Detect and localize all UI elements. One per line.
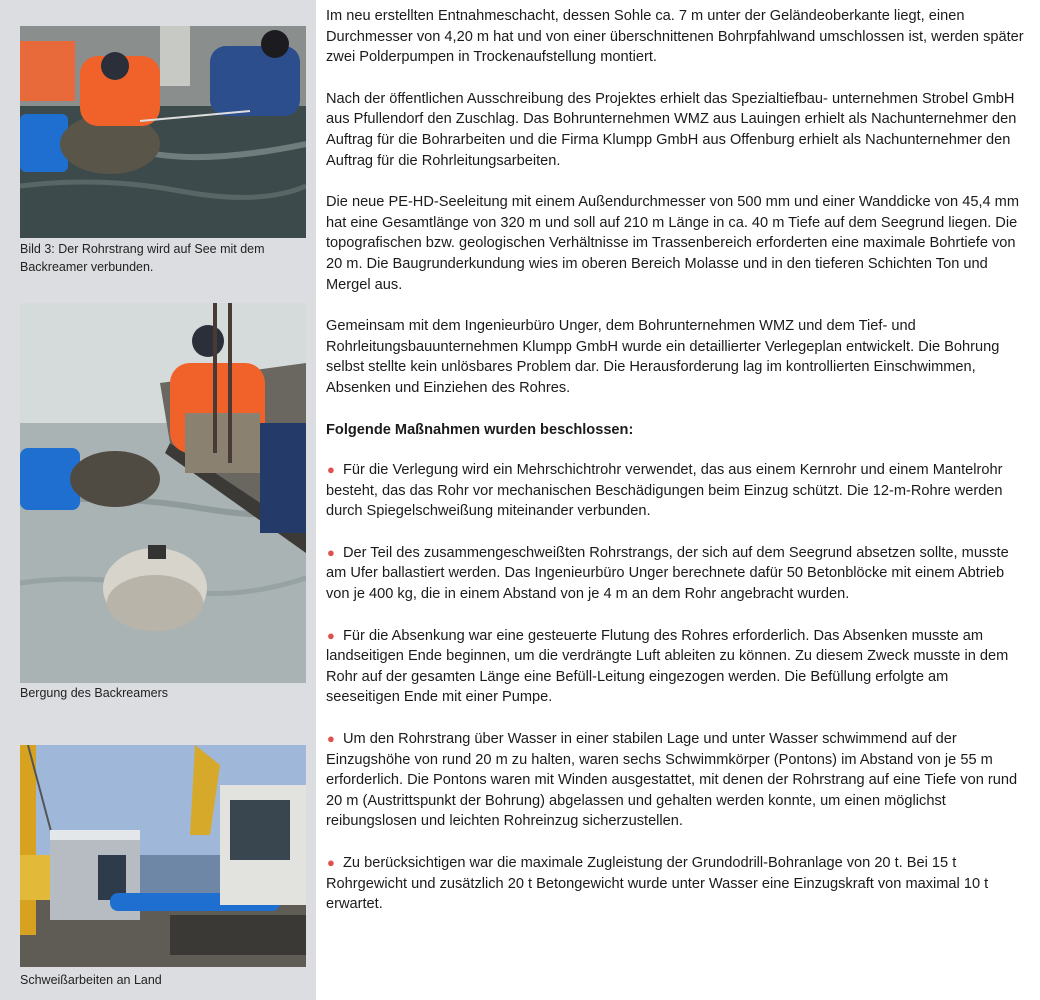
list-item [326,626,1026,708]
article-body [326,6,1026,936]
caption-photo-1: Bild 3: Der Rohrstrang wird auf See mit dem Backreamer verbunden. [20,242,265,274]
paragraph-verlegeplan: Gemeinsam mit dem Ingenieurbüro Unger, dem Bohrunternehmen WMZ und dem Tief- und Rohrleitungsbauunternehmen Klumpp GmbH wurde ein detaillierter Verlegeplan entwickelt. Die Bohrung selbst stellte kein unlösbares Problem dar. Die Herausforderung lag im kontrollierten Einschwimmen, Absenken und Einziehen des Rohres. [326,318,1000,396]
photo-backreamer-recovery [20,303,306,683]
list-item-text: Der Teil des zusammengeschweißten Rohrstrangs, der sich auf dem Seegrund absetzen sollte, musste am Ufer ballastiert werden. Das Ingenieurbüro Unger berechnete dafür 50 Betonblöcke mit einem Abtrieb von je 400 kg, die in einem Abstand von je 4 m an dem Rohr angebracht wurden. [326,544,1009,603]
list-item [326,853,1026,915]
list-item-text: Für die Verlegung wird ein Mehrschichtrohr verwendet, das aus einem Kernrohr und einem Mantelrohr besteht, das das Rohr vor mechanischen Beschädigungen beim Einzug schützt. Die 12-m-Rohre werden durch Spiegelschweißung miteinander verbunden. [326,462,1003,520]
caption-photo-3: Schweißarbeiten an Land [20,973,162,987]
list-item-text: Zu berücksichtigen war die maximale Zugleistung der Grundodrill-Bohranlage von 20 t. Bei 15 t Rohrgewicht und zusätzlich 20 t Betongewicht wurde unter Wasser eine Einzugskraft von maximal 10 t erwartet. [326,855,989,913]
bullet-icon: ● [327,855,335,870]
bullet-icon: ● [327,462,335,478]
list-item [326,460,1026,522]
bullet-icon: ● [327,627,335,643]
caption-photo-2: Bergung des Backreamers [20,686,168,700]
list-item-text: Für die Absenkung war eine gesteuerte Flutung des Rohres erforderlich. Das Absenken musste am landseitigen Ende beginnen, um die verdrängte Luft ableiten zu können. Zu diesem Zweck musste in dem Rohr auf der gesamten Länge eine Befüll-Leitung eingezogen werden. Die Befüllung erfolgte am seeseitigen Ende mit einer Pumpe. [326,627,1009,706]
list-item [326,729,1026,832]
section-heading: Folgende Maßnahmen wurden beschlossen: [326,421,634,438]
bullet-icon: ● [327,544,335,560]
bullet-icon: ● [327,731,335,747]
photo-welding-on-land [20,745,306,967]
list-item-text: Um den Rohrstrang über Wasser in einer stabilen Lage und unter Wasser schwimmend auf der Einzugshöhe von rund 20 m zu halten, waren sechs Schwimmkörper (Pontons) im Abstand von je 55 m erforderlich. Die Pontons waren mit Winden ausgestattet, mit denen der Rohrstrang auf eine Tiefe von rund 20 m (Austrittspunkt der Bohrung) abgelassen und gehalten werden konnte, um einen möglichst reibungslosen und leichten Rohreinzug sicherzustellen. [326,731,1018,830]
paragraph-seeleitung: Die neue PE-HD-Seeleitung mit einem Außendurchmesser von 500 mm und einer Wanddicke von 45,4 mm hat eine Gesamtlänge von 320 m und soll auf 210 m Länge in ca. 40 m Tiefe auf dem Seegrund liegen. Die topografischen bzw. geologischen Verhältnisse im Trassenbereich erforderten eine maximale Bohrtiefe von 20 m. Die Baugrunderkundung wies im oberen Bereich Molasse und in den tieferen Schichten Ton und Mergel aus. [326,194,1019,293]
photo-pipe-connection [20,26,306,238]
list-item [326,543,1026,605]
paragraph-entnahmeschacht: Im neu erstellten Entnahmeschacht, dessen Sohle ca. 7 m unter der Geländeoberkante liegt, einen Durchmesser von 4,20 m hat und von einer überschnittenen Bohrpfahlwand umschlossen ist, werden später zwei Polderpumpen in Trockenaufstellung montiert. [326,8,1024,66]
paragraph-ausschreibung: Nach der öffentlichen Ausschreibung des Projektes erhielt das Spezialtiefbau- unternehmen Strobel GmbH aus Pfullendorf den Zuschlag. Das Bohrunternehmen WMZ aus Lauingen erhielt als Nachunternehmer den Auftrag für die Bohrarbeiten und die Firma Klumpp GmbH aus Offenburg erhielt als Nachunternehmer den Auftrag für die Rohrleitungsarbeiten. [326,90,1017,169]
